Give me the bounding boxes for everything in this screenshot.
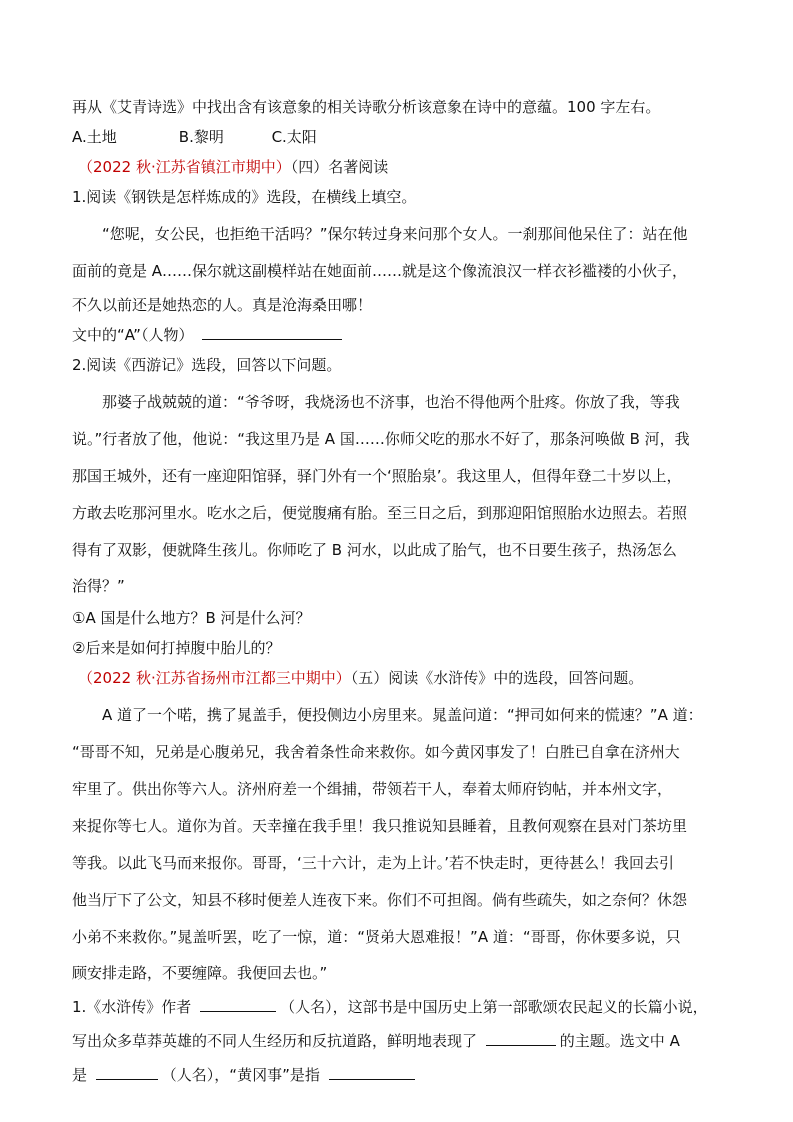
section4-q1-fill: 文中的“A”（人物） [72,320,723,350]
theme-blank[interactable] [486,1029,556,1046]
section5-passage-line: 来捉你等七人。道你为首。天幸撞在我手里！我只推说知县睡着，且教何观察在县对门茶坊里 [72,817,688,835]
section4-passage-line: “您呢，女公民，也拒绝干活吗？”保尔转过身来问那个女人。一刹那间他呆住了：站在他 [102,225,688,243]
section5-passage-line: 牢里了。供出你等六人。济州府差一个缉捕，带领若干人，奉着太师府钧帖，并本州文字， [72,780,673,798]
section4-passage2-line: 说。”行者放了他，他说：“我这里乃是 A 国……你师父吃的那水不好了，那条河唤做 B 河，我 [72,430,690,448]
options-row [72,122,723,152]
section5-title: （五）阅读《水浒传》中的选段，回答问题。 [350,669,644,687]
answer-blank[interactable] [202,323,342,340]
section4-passage2-line: 得有了双影，便就降生孩儿。你师吃了 B 河水，以此成了胎气，也不日要生孩子，热汤怎么 [72,541,677,559]
intro-line: 再从《艾青诗选》中找出含有该意象的相关诗歌分析该意象在诗中的意蕴。100 字左右。 [72,98,661,116]
section5-passage-line: A 道了一个喏，携了晁盖手，便投侧边小房里来。晁盖问道：“押司如何来的慌速？”A 道： [102,706,703,724]
option-c: C.太阳 [271,128,317,146]
section5-passage-line: 小弟不来救你。”晁盖听罢，吃了一惊，道：“贤弟大恩难报！”A 道：“哥哥，你休要多说，只 [72,928,681,946]
option-a: A.土地 [72,128,117,146]
section4-passage2-line: 那婆子战兢兢的道：“爷爷呀，我烧汤也不济事，也治不得他两个肚疼。你放了我，等我 [102,393,680,411]
author-blank[interactable] [200,995,276,1012]
section5-q1-line1: 1.《水浒传》作者 （人名），这部书是中国历史上第一部歌颂农民起义的长篇小说， [72,990,723,1024]
section4-subq: ①A 国是什么地方？B 河是什么河？ [72,609,311,627]
section5-q1-line2: 写出众多草莽英雄的不同人生经历和反抗道路，鲜明地表现了 的主题。选文中 A [72,1024,723,1058]
section4-title: （四）名著阅读 [290,158,389,176]
section4-q2-prompt: 2.阅读《西游记》选段，回答以下问题。 [72,356,342,374]
section5-passage-line: 他当厅下了公文，知县不移时便差人连夜下来。你们不可担阁。倘有些疏失，如之奈何？休怨 [72,891,688,909]
section4-passage-line: 不久以前还是她热恋的人。真是沧海桑田哪！ [72,296,373,314]
event-blank[interactable] [329,1063,415,1080]
name-blank[interactable] [96,1063,158,1080]
section5-heading [78,663,723,693]
section4-passage-line: 面前的竟是 A……保尔就这副模样站在她面前……就是这个像流浪汉一样衣衫褴褛的小伙子， [72,262,688,280]
section4-passage2-line: 治得？” [72,577,125,595]
section4-passage2-line: 方敢去吃那河里水。吃水之后，便觉腹痛有胎。至三日之后，到那迎阳馆照胎水边照去。若照 [72,504,688,522]
option-b: B.黎明 [178,128,224,146]
section4-q1-prompt: 1.阅读《钢铁是怎样炼成的》选段，在横线上填空。 [72,188,417,206]
section5-passage-line: “哥哥不知，兄弟是心腹弟兄，我舍着条性命来救你。如今黄冈事发了！白胜已自拿在济州大 [72,743,680,761]
section5-source: （2022 秋·江苏省扬州市江都三中期中） [78,669,351,687]
section4-source: （2022 秋·江苏省镇江市期中） [78,158,291,176]
section4-subq: ②后来是如何打掉腹中胎儿的？ [72,639,281,657]
section5-passage-line: 顾安排走路，不要缠障。我便回去也。” [72,964,328,982]
section5-passage-line: 等我。以此飞马而来报你。哥哥，‘三十六计，走为上计。’若不快走时，更待甚么！我回去引 [72,854,675,872]
section5-q1-line3: 是 （人名），“黄冈事”是指 [72,1058,723,1092]
section4-heading [78,152,723,182]
section4-passage2-line: 那国王城外，还有一座迎阳馆驿，驿门外有一个‘照胎泉’。我这里人，但得年登二十岁以上， [72,467,682,485]
